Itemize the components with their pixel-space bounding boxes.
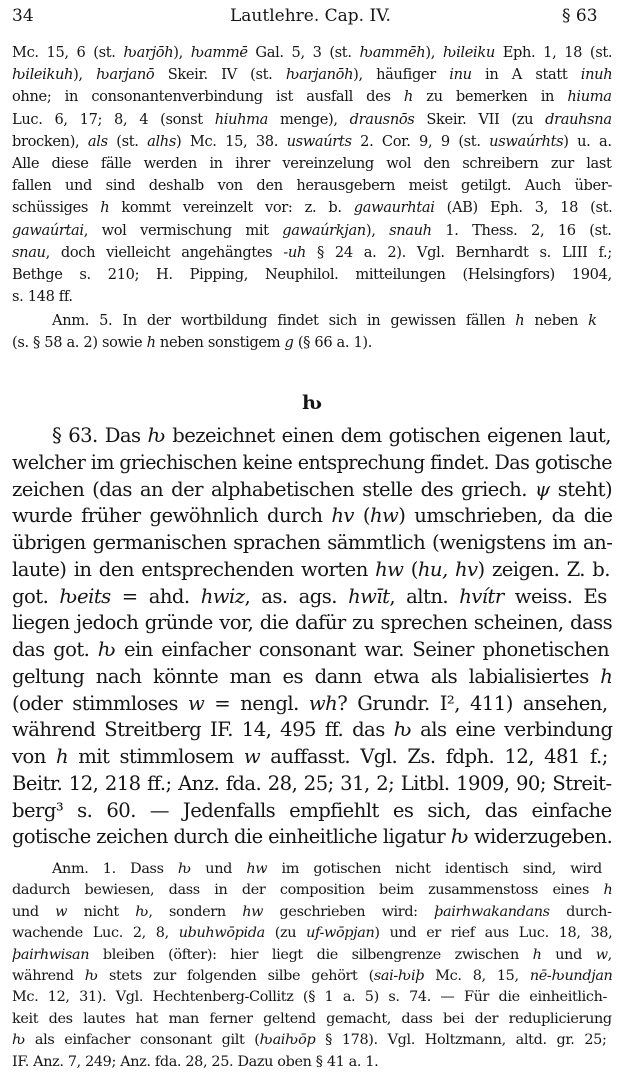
text-line (12, 222, 612, 239)
text-run: neben (524, 312, 589, 329)
text-run: ƕ (177, 861, 191, 877)
text-run: hvítr (459, 584, 504, 608)
text-line (12, 451, 612, 474)
text-run: nē-ƕundjan (529, 968, 613, 984)
text-run: uswaúrts (286, 132, 352, 150)
text-run: Mc. 8, 15, (424, 968, 530, 984)
text-line (12, 244, 612, 261)
text-line (12, 989, 607, 1005)
text-line (12, 531, 612, 554)
text-line (12, 1032, 607, 1048)
text-run: wachende Luc. 2, 8, (12, 925, 179, 942)
text-run: ( (353, 504, 370, 528)
text-run: , (607, 946, 612, 963)
text-line (12, 334, 372, 351)
text-run: schüssiges (12, 199, 101, 217)
text-run: h (600, 664, 613, 688)
text-run: das got. (12, 638, 98, 661)
text-line (12, 692, 608, 715)
text-run: hwīt (348, 584, 390, 608)
text-line (12, 558, 610, 581)
text-run: wurde früher gewöhnlich durch (12, 504, 332, 528)
text-run: mit stimmlosem (68, 745, 244, 768)
text-run: w (243, 745, 261, 768)
text-run: hw (375, 557, 404, 581)
text-run: § 178). Vgl. Holtzmann, altd. gr. 25; (315, 1032, 607, 1049)
text-run: bleiben (öfter): hier liegt die silbengrenze zwischen (89, 946, 533, 963)
text-run: zeichen (das an der alphabetischen stelle des griech. (12, 477, 535, 501)
text-line (12, 155, 612, 172)
text-run: brocken), (12, 132, 88, 150)
text-run: ƕarjanō (96, 66, 155, 84)
text-line (12, 718, 612, 741)
text-line (12, 904, 612, 920)
text-run: IF. Anz. 7, 249; Anz. fda. 28, 25. Dazu oben § 41 a. 1. (12, 1053, 379, 1070)
text-run: geschrieben wird: (263, 903, 435, 920)
text-run: ohne; in consonantenverbindung ist ausfall des (12, 88, 404, 106)
text-line (12, 44, 612, 61)
text-line (12, 177, 612, 194)
text-line (12, 133, 612, 150)
text-run: ƕammē (190, 44, 248, 61)
text-run: h (56, 745, 69, 768)
text-run: wh (308, 691, 338, 715)
text-run: in A statt (471, 66, 581, 84)
text-run: sai-ƕiþ (373, 968, 425, 984)
text-line (12, 266, 612, 283)
text-run: neben sonstigem (155, 334, 285, 351)
text-run: w (55, 903, 68, 920)
text-run: berg³ s. 60. — Jedenfalls empfiehlt es sich, das einfache (12, 798, 612, 822)
text-line (12, 88, 612, 105)
text-run: bezeichnet einen dem gotischen eigenen laut, (165, 424, 611, 447)
text-run: (zu (264, 925, 307, 942)
text-run: steht) (549, 477, 613, 501)
text-run: durch- (549, 903, 612, 920)
text-run: Mc. 15, 6 (st. (12, 44, 124, 61)
paragraph-reference: § 63 (562, 6, 598, 26)
text-run: Mc. 12, 31). Vgl. Hechtenberg-Collitz (§ 1 a. 5) s. 74. — Für die einheitlich- (12, 989, 608, 1006)
text-run: þairhwisan (12, 946, 90, 963)
text-run: hw (369, 504, 399, 528)
text-run: 1. Thess. 2, 16 (st. (431, 221, 612, 239)
text-run: hiuhma (214, 110, 268, 128)
text-run: auffasst. Vgl. Zs. fdph. 12, 481 f.; (260, 745, 608, 768)
text-run: snau (12, 243, 46, 261)
text-run: inuh (580, 66, 613, 84)
text-line (12, 288, 73, 305)
text-run: hiuma (567, 88, 612, 106)
text-run: liegen jedoch gründe vor, die dafür zu sprechen scheinen, dass (12, 611, 613, 635)
text-run: ƕ (97, 638, 116, 661)
running-title: Lautlehre. Cap. IV. (230, 6, 391, 26)
text-run: drausnōs (349, 110, 415, 128)
text-run: Gal. 5, 3 (st. (247, 44, 360, 61)
text-run: gawaúrkjan (282, 221, 366, 239)
text-run: ƕ (135, 903, 149, 920)
text-run: Luc. 6, 17; 8, 4 (sonst (12, 110, 215, 128)
text-run: ƕileiku (442, 44, 495, 61)
text-run: ) Mc. 15, 38. (175, 132, 287, 150)
text-run: h (532, 946, 542, 963)
text-run: s. 148 ff. (12, 288, 73, 306)
text-run: snauh (389, 221, 432, 239)
text-run: , altn. (389, 584, 460, 608)
text-run: weiss. Es (503, 584, 607, 608)
text-run: stets zur folgenden silbe gehört ( (97, 968, 374, 984)
text-run: übrigen germanischen sprachen sämmtlich (wenigstens im an- (12, 531, 613, 554)
text-run: ein einfacher consonant war. Seiner phonetischen (115, 638, 610, 661)
text-run: als einfacher consonant gilt ( (25, 1032, 260, 1049)
text-run: während (12, 968, 85, 984)
text-run: ubuhwōpida (178, 925, 265, 942)
text-line (12, 199, 612, 216)
section-heading: ƕ (302, 392, 322, 414)
text-run: gawaurhtai (353, 199, 435, 217)
text-run: ) zeigen. Z. b. (477, 557, 610, 581)
text-run: ψ (534, 477, 550, 501)
text-run: ƕ (450, 825, 469, 849)
text-run: ƕarjōh (123, 44, 174, 61)
text-run: = nengl. (204, 691, 309, 715)
text-run: -uh (283, 243, 306, 261)
text-run: gawaúrtai (12, 221, 84, 239)
text-line (12, 1054, 378, 1070)
text-run: , wol vermischung mit (83, 221, 283, 239)
text-run: uf-wōpjan (306, 925, 375, 942)
text-run: als eine verbindung (411, 718, 613, 742)
text-line (12, 882, 612, 898)
text-run: und (541, 946, 596, 963)
text-run: keit des lautes hat man ferner geltend gemacht, dass bei der reduplicierung (12, 1010, 612, 1027)
text-run: h (146, 334, 156, 351)
text-run: (§ 66 a. 1). (293, 334, 373, 351)
text-run: § 63. Das (52, 424, 148, 447)
text-run: Anm. 1. Dass (52, 861, 178, 877)
text-run: uswaúrhts (489, 132, 564, 150)
text-run: ) umschrieben, da die (398, 504, 613, 528)
text-run: fallen und sind deshalb von den herausgebern meist getilgt. Auch über- (12, 177, 613, 195)
text-run: w (187, 691, 205, 715)
text-run: ƕammēh (359, 44, 426, 61)
text-line (12, 111, 612, 128)
text-run: als (87, 132, 108, 150)
text-run: menge), (268, 110, 350, 128)
text-run: drauhsna (545, 110, 612, 128)
text-run: laute) in den entsprechenden worten (12, 557, 376, 581)
text-run: ), (365, 221, 390, 239)
text-line (12, 478, 612, 501)
text-run: nicht (67, 903, 136, 920)
text-run: ƕaiƕōp (259, 1032, 316, 1049)
text-run: h (403, 88, 413, 106)
text-run: Alle diese fälle werden in ihrer vereinzelung wol den schreibern zur last (12, 155, 612, 172)
page-number: 34 (12, 6, 34, 26)
text-line (12, 825, 612, 848)
text-run: h (603, 882, 613, 899)
text-run: ƕ (12, 1032, 26, 1049)
text-run: ƕileikuh (12, 66, 74, 84)
text-run: (s. § 58 a. 2) sowie (12, 334, 147, 351)
text-run: alhs (147, 132, 176, 150)
text-run: g (284, 334, 294, 351)
text-run: hw (242, 903, 264, 920)
text-line (12, 611, 612, 634)
text-line (12, 1011, 612, 1027)
text-run: ) und er rief aus Luc. 18, 38, (374, 925, 613, 942)
text-run: ), (173, 44, 191, 61)
text-run: im gotischen nicht identisch sind, wird (267, 861, 602, 877)
text-run: got. (12, 584, 60, 608)
text-run: ), (73, 66, 97, 84)
text-run: Skeir. IV (st. (154, 66, 286, 84)
text-run: ƕ (84, 968, 98, 984)
text-line (12, 745, 608, 768)
text-run: Anm. 5. In der wortbildung findet sich in gewissen fällen (52, 312, 516, 329)
text-run: Beitr. 12, 218 ff.; Anz. fda. 28, 25; 31, 2; Litbl. 1909, 90; Streit- (12, 771, 612, 795)
text-run: gotische zeichen durch die einheitliche ligatur (12, 825, 451, 849)
text-run: ƕ (147, 424, 166, 447)
text-run: (AB) Eph. 3, 18 (st. (434, 199, 613, 217)
text-run: h (100, 199, 110, 217)
text-run: h (515, 312, 525, 329)
text-run: ) u. a. (563, 132, 612, 150)
text-run: welcher im griechischen keine entsprechung findet. Das gotische (12, 450, 612, 474)
text-run: ), (425, 44, 443, 61)
text-run: inu (449, 66, 472, 84)
text-run: , as. ags. (244, 584, 349, 608)
text-run: Bethge s. 210; H. Pipping, Neuphilol. mitteilungen (Helsingfors) 1904, (12, 266, 612, 283)
text-run: hu, hv (417, 557, 478, 581)
text-run: ( (403, 557, 418, 581)
text-run: § 24 a. 2). Vgl. Bernhardt s. LIII f.; (305, 243, 612, 261)
text-run: ƕeits (59, 584, 111, 608)
text-run: ), häufiger (353, 66, 450, 84)
text-run: dadurch bewiesen, dass in der composition beim zusammenstoss eines (12, 882, 604, 899)
text-run: ƕ (393, 718, 412, 742)
text-line (12, 638, 609, 661)
text-run: 2. Cor. 9, 9 (st. (351, 132, 490, 150)
text-line (12, 968, 612, 984)
text-run: = ahd. (110, 584, 201, 608)
text-run: Skeir. VII (zu (414, 110, 546, 128)
text-run: und (191, 861, 247, 877)
text-run: von (12, 745, 57, 768)
text-run: Eph. 1, 18 (st. (494, 44, 613, 61)
text-run: ? Grundr. I², 411) ansehen, (337, 691, 608, 715)
text-line (12, 665, 612, 688)
text-line (12, 66, 612, 83)
text-run: und (12, 903, 56, 920)
text-line (12, 947, 612, 963)
text-run: ƕarjanōh (285, 66, 354, 84)
text-run: (st. (107, 132, 148, 150)
text-run: , doch vielleicht angehängtes (45, 243, 284, 261)
text-run: hv (331, 504, 354, 528)
text-run: hw (246, 861, 268, 877)
text-run: während Streitberg IF. 14, 495 ff. das (12, 718, 394, 742)
text-run: k (588, 312, 597, 329)
text-line (12, 799, 612, 822)
text-line (12, 925, 612, 941)
text-run: (oder stimmloses (12, 691, 188, 715)
text-run: hwiz (200, 584, 245, 608)
text-run: widerzugeben. (468, 825, 613, 849)
text-run: geltung nach könnte man es dann etwa als labialisiertes (12, 664, 601, 688)
text-run: w (595, 946, 608, 963)
text-run: zu bemerken in (412, 88, 568, 106)
text-run: , sondern (148, 903, 243, 920)
text-line (12, 772, 612, 795)
text-line (52, 312, 597, 329)
text-line (12, 585, 607, 608)
text-run: kommt vereinzelt vor: z. b. (109, 199, 354, 217)
text-line (52, 861, 602, 877)
text-run: þairhwakandans (434, 903, 550, 920)
text-line (12, 504, 612, 527)
text-line (52, 424, 611, 447)
